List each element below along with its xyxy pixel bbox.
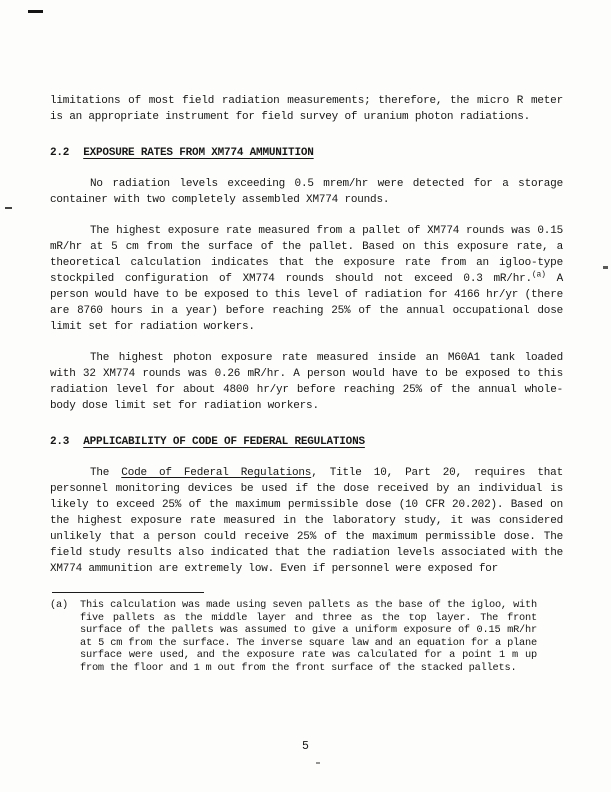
s22-paragraph-2: [50, 223, 563, 335]
scan-artifact: [316, 762, 320, 764]
footnote-separator: [52, 592, 204, 593]
s23-paragraph-1: [50, 465, 563, 577]
scan-artifact: [5, 207, 12, 209]
footnote-reference: (a): [531, 270, 546, 280]
section-title: EXPOSURE RATES FROM XM774 AMMUNITION: [83, 147, 314, 159]
page-content: [50, 93, 563, 675]
section-heading-2-3: [50, 434, 563, 450]
s22-paragraph-3: The highest photon exposure rate measured inside an M60A1 tank loaded with 32 XM774 rounds was 0.26 mR/hr. A person would have to be exposed to this radiation level for about 4800 hr/yr before reaching 25% of the annual whole-body dose limit set for radiation workers.: [50, 352, 563, 412]
section-number: 2.2: [50, 147, 70, 159]
section-title: APPLICABILITY OF CODE OF FEDERAL REGULATIONS: [83, 436, 365, 448]
paragraph-intro: limitations of most field radiation measurements; therefore, the micro R meter is an appropriate instrument for field survey of uranium photon radiations.: [50, 95, 563, 123]
paragraph-text: The highest exposure rate measured from a pallet of XM774 rounds was 0.15 mR/hr at 5 cm from the surface of the pallet. Based on this exposure rate, a theoretical calculation indicates that the exposure rate from an igloo-type stockpiled configuration of XM774 rounds should not exceed 0.3 mR/hr.: [50, 225, 563, 285]
paragraph-text: , Title 10, Part 20, requires that personnel monitoring devices be used if the dose received by an individual is likely to exceed 25% of the maximum permissible dose (10 CFR 20.202). Based on the highest exposure rate measured in the laboratory study, it was considered unlikely that a person could receive 25% of the maximum permissible dose. The field study results also indicated that the radiation levels associated with the XM774 ammunition are extremely low. Even if personnel were exposed for: [50, 467, 563, 575]
paragraph-text: The: [90, 467, 122, 479]
paragraph-text: A person would have to be exposed to this level of radiation for 4166 hr/yr (there are 8760 hours in a year) before reaching 25% of the annual occupational dose limit set for radiation workers.: [50, 273, 563, 333]
scan-artifact: [28, 10, 43, 13]
footnote-marker: (a): [50, 599, 68, 611]
section-heading-2-2: [50, 145, 563, 161]
footnote: [50, 599, 537, 675]
cited-title: Code of Federal Regulations: [121, 467, 312, 479]
footnote-text: This calculation was made using seven pallets as the base of the igloo, with five pallets as the middle layer and three as the top layer. The front surface of the pallets was assumed to give a uniform exposure of 0.15 mR/hr at 5 cm from the surface. The inverse square law and an equation for a plane surface were used, and the exposure rate was calculated for a point 1 m up from the floor and 1 m out from the front surface of the stacked pallets.: [80, 599, 537, 674]
s22-paragraph-1: No radiation levels exceeding 0.5 mrem/hr were detected for a storage container with two completely assembled XM774 rounds.: [50, 178, 563, 206]
scan-artifact: [603, 266, 608, 269]
section-number: 2.3: [50, 436, 70, 448]
page-number: 5: [302, 740, 309, 753]
